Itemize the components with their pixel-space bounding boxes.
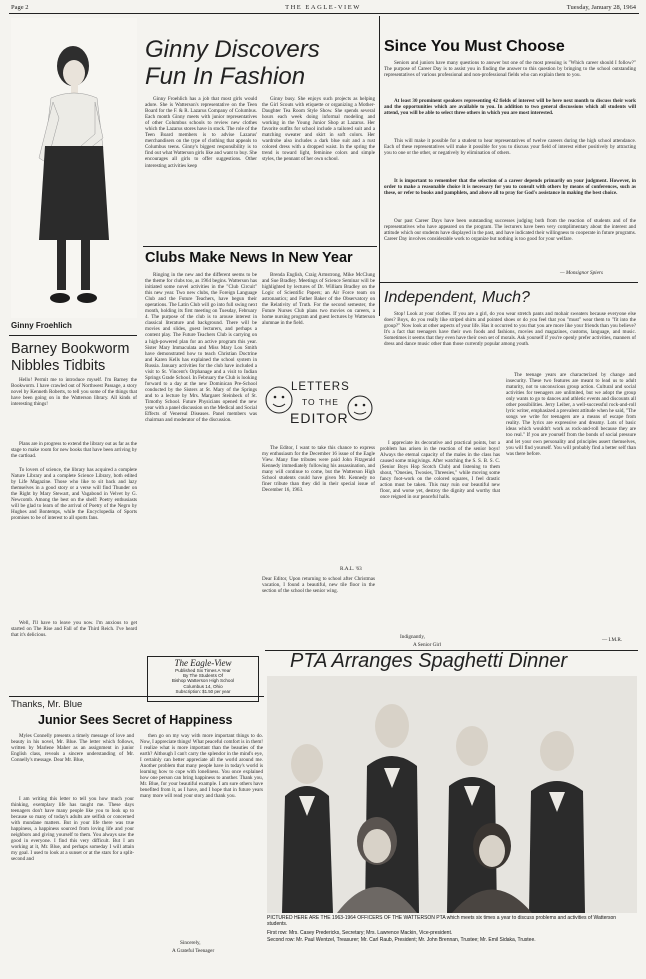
barney-title-line-2: Nibbles Tidbits	[11, 358, 106, 374]
since-bottom-rule	[380, 282, 638, 283]
letters-art-word-3: EDITOR	[290, 410, 349, 426]
pta-caption-2: First row: Mrs. Casey Predericks, Secretary; Mrs. Lawrence Mackin, Vice-president.	[267, 930, 453, 936]
ginny-rule	[143, 246, 377, 247]
pta-caption-3: Second row: Mr. Paul Wentzel, Treasurer; Mr. Carl Raub, President; Mr. John Brennan, Trustee; Mr. Emil Sidaka, Trustee.	[267, 937, 536, 943]
eagle-view-box-line-4: Columbus 14, Ohio	[183, 683, 223, 689]
letters-art-word-1: LETTERS	[291, 381, 350, 393]
independent-col2: The teenage years are characterized by change and insecurity. These two features are meant to lead us to adult maturity, not to unconscious group action. Cultural and social activities for teenagers are unlimited, but we adopt the group only wants to go to dances and athletic events and discounts all other possibilities. Jerry Leiber, a well-successful rock-and-roll lyric writer, emphasized a prevalent attitude when he said, "The songs we write for teenagers are a means of escape from reality. The lyrics are expressive and dreamy. Lots of basic ideas which wouldn't work as rock-and-roll because they are too real." If you are yourself from the bonds of social pressure and let your own personality and principles assert themselves, you will find yourself. You will probably find a better self than was there before.	[506, 372, 636, 457]
ginny-portrait	[11, 18, 137, 318]
left-rule-1	[9, 335, 137, 336]
issue-date: Tuesday, January 28, 1964	[566, 4, 636, 11]
junior-sig-1: Sincerely,	[180, 940, 201, 946]
letters-col1-sig: R.A.L. '63	[340, 566, 362, 572]
since-body-3: This will make it possible for a student to hear representatives of twelve careers during the high school attendance. Each of these representatives will make it possible for you to discuss your field of interest either positively by attracting you to one or the other, or negatively by elimination of others.	[384, 138, 636, 157]
clubs-col2: Brenda English, Craig Armstrong, Mike McClung and Sue Bradley. Meetings of Science Seminar will be highlighted by lectures of Dr. William Bradley on the Logic of Scientific Papers; an Air Force team on astronautics; and Father Baker of the Observatory on the Relativity of Truth. For the second semester, the Future Nurses Club plans two movies on careers, a home nursing program and guest lectures by Watterson alumnae in the field.	[262, 272, 375, 327]
letters-art-word-2: TO THE	[302, 397, 339, 407]
eagle-view-box-line-2: By The Students Of	[182, 673, 223, 679]
barney-title-line-1: Barney Bookworm	[11, 341, 130, 357]
letters-col2-sig-2: A Senior Girl	[413, 642, 441, 648]
letters-col2-sig-1: Indignantly,	[400, 634, 425, 640]
ginny-title-line-1: Ginny Discovers	[145, 36, 320, 63]
ginny-title-line-2: Fun In Fashion	[145, 63, 306, 90]
barney-body-2: Plans are in progress to extend the library out as far as the stage to make room for new books that have been arriving by the cartload.	[11, 441, 137, 460]
ginny-col1: Ginny Froehlich has a job that most girls would adore. She is Watterson's representative on the Teen Board for the F. & R. Lazarus Company of Columbus. Each month Ginny meets with junior representatives of other Columbus schools to review new clothes which the Lazarus stores have in stock. The role of the Teen Board members is to advise Lazarus' merchandisers on the type of clothing that appeals to Columbus teens. Ginny's biggest responsibility is to find out what Watterson girls like and want to buy. She encourages all girls to offer suggestions. Other interesting activities keep	[145, 96, 257, 169]
since-body-5: Our past Career Days have been outstanding successes judging both from the reaction of students and of the representatives who have appeared on the program. The lecturers have been very complimentary about the interest and attitude which our students have displayed in the past, and have indicated their willingness to cooperate in future programs. Career Day involves considerable work to organize but nothing is too good for your welfare.	[384, 218, 636, 243]
barney-body-4: Well, I'll have to leave you now. I'm anxious to get started on The Rise and Fall of the Third Reich. I've heard that it's delicious.	[11, 620, 137, 639]
independent-signature: — I.M.R.	[602, 637, 623, 643]
pta-officers-photo	[267, 676, 637, 913]
pta-title: PTA Arranges Spaghetti Dinner	[290, 650, 568, 672]
junior-sig-2: A Grateful Teenager	[172, 948, 215, 954]
eagle-view-box	[147, 656, 259, 702]
eagle-view-box-title: The Eagle-View	[174, 658, 232, 668]
clubs-title: Clubs Make News In New Year	[145, 250, 353, 266]
masthead-rule	[9, 13, 639, 14]
independent-title: Independent, Much?	[384, 289, 530, 306]
pta-caption-1: PICTURED HERE ARE THE 1963-1964 OFFICERS OF THE WATTERSON PTA which meets six times a year to discuss problems and activities of Watterson students.	[267, 915, 617, 927]
since-title: Since You Must Choose	[384, 38, 565, 55]
letters-col1-bottom: Dear Editor, Upon returning to school after Christmas vacation, I found a beautiful, new tile floor in the section of the school the senior wing.	[262, 576, 375, 595]
since-body-4: It is important to remember that the selection of a career depends primarily on your judgment. However, in order to make a reasonable choice it is necessary for you to consult with others by means of conferences, such as these, or refer to books and pamphlets, and above all to pray for God's assistance in making the best choice.	[384, 178, 636, 197]
letters-col1-top: The Editor, I want to take this chance to express my enthusiasm for the December 16 issue of the Eagle View. Many fine tributes were paid John Fitzgerald Kennedy immediately following his assassination, and many will continue to come, but the Watterson High School students could have given Mr. Kennedy no finer tribute than they did in their special issue of December 16, 1963.	[262, 445, 375, 494]
ginny-col2: Ginny busy. She enjoys such projects as helping the Girl Scouts with etiquette or organizing a Mother-Daughter Tea Room Style Show. She spends several hours each week doing informal modeling and working in the Young Junior Shop at Lazarus. Her favorite outfits for school include a tailored suit and a matching sweater and skirt in soft colors. Her wardrobe also includes a dark blue suit and a rust colored dress with a dropped waist. In the spring the trend is toward light, feminine colors and simple styles, the pennant of her own school.	[262, 96, 375, 163]
junior-col1-intro: Myles Connelly presents a timely message of love and beauty in his novel, Mr. Blue. The letter which follows, written by Marlene Maher as an assignment in junior English class, reveals a sincere understanding of Mr. Connelly's message. Dear Mr. Blue,	[11, 733, 134, 764]
junior-col2-body: then go on my way with more important things to do. Now, I appreciate things! What peaceful comfort is in them! I realize what is more important than the beauties of the earth? Although I can't carry the splendor in the mind's eye, I certainly can better appreciate all the world around me. Another problem that many people have in today's world is learning how to cope with loneliness. You once explained how one person can bring happiness to another. Thank you, Mr. Blue, for your beautiful example. I am sure others have benefited from it, as I have, and I hope that in future years many more will read your story and thank you.	[140, 733, 263, 800]
thanks-label: Thanks, Mr. Blue	[11, 699, 83, 710]
letters-col2: I appreciate its decorative and practical points, but a problem has arisen in the reaction of the senior boys! Always the eternal capacity of the males in the class has caused some misgivings. After watching the S. S. B. S. C. (Senior Boys Hop Scotch Club) and listening to them shout, "Onesies, Twosies, Threesies," while moving some fancy foot-work on the colored squares, I feel drastic action must be taken. This may ruin our beautiful new floor, and worse yet, destroy the dignity and worthy that once reigned in our peaceful halls.	[380, 440, 500, 501]
independent-col1: Stop! Look at your clothes. If you are a girl, do you wear stretch pants and mohair sweaters because everyone else does? Boys, do you really like striped shirts and pointed shoes or do you feel that you "must" wear them to "fit into the group?" Now look at other aspects of your life. Has it occurred to you that you are more like your friends than you believe? It's a fact that teenagers have their own foods and fashions, movies and magazines, customs, language, and music. Sometimes it seems that they even have their own set of morals. Ask yourself if you're openly prefer activities, manners of dress and dance music other than those currently popular among youth.	[384, 311, 636, 348]
barney-body-1: Hello! Permit me to introduce myself. I'm Barney the Bookworm. I have crawled out of Northwest Passage, a story novel by Kenneth Roberts, to tell you some of the things that have been going on in the Watterson library. All kinds of interesting things!	[11, 377, 137, 408]
portrait-caption: Ginny Froehlich	[11, 321, 72, 330]
eagle-view-box-line-3: Bishop Watterson High School	[171, 678, 235, 684]
barney-body-3: To lovers of science, the library has acquired a complete Nature Library and a complete Science Library, both edited by Life Magazine. Those who like to sit back and lazy themselves in a good story or a verse will find Thunder on the Right by Mary Stewart, and Vagabond in Velvet by G. Newcomb. Among the best on the shelf: Poetry enthusiasts will be glad to learn of the arrival of Poetry of the Negro by Hughes and Bontemps, while the Encyclopedia of Sports promises to be of interest to all sports fans.	[11, 467, 137, 522]
pta-group-art	[267, 676, 637, 913]
ginny-figure-art	[11, 18, 137, 318]
eagle-view-box-line-5: Subscription: $1.50 per year	[175, 688, 231, 694]
since-signature: — Monsignor Spiers	[560, 270, 603, 276]
junior-col1-body: I am writing this letter to tell you how much your thinking, exemplary life has taught me. These days teenagers don't have many people like you to look up to because so many of today's adults are selfish or concerned with mundane matters. But in your life there was true happiness, a happiness sourced from loving life and your neighbors and giving yourself to them. You always saw the good in everyone. I find this very difficult. But I am working at it, Mr. Blue, and perhaps someday I will attain my goal. I used to look at a sunset or at the stars for a split-second and	[11, 796, 134, 863]
since-body-2: At least 30 prominent speakers representing 42 fields of interest will be here next month to discuss their work and the opportunities which are available to you. In addition to two general discussions which all students will attend, you will be able to select three others in which you are most interested.	[384, 98, 636, 117]
clubs-col1: Ringing in the new and the different seems to be the theme for clubs too, as 1964 begins. Watterson has initiated some novel activities in the "Club Circuit" this new year. Two new clubs, the Foreign Language Club and the Future Teachers, have begun their operations. The Latin Club will go into full swing next month, holding its first meeting on Tuesday, February 4. The purpose of the club is to arouse interest in classical literature and background. There will be movies and slides, guest lecturers, and perhaps a content play. The Future Teachers Club is carrying on a high-powered plan for an active program this year. Sister Mary Immaculata and Miss Mary Lou Smith have demonstrated how to teach Christian Doctrine and Karen Kells has explained the school system in Russia. January activities for the club have included a visit to St. Vincent's Orphanage and a visit to Indian Springs Grade School. In February the Club is looking forward to a day at the new Dominican Pre-School conducted by the Sisters at St. Mary of the Springs and to a lecture by Mrs. Margaret Steinbeck of St. Timothy School. Future Physicians opened the new year with a panel discussion on the Medical and Social Effects of Venereal Diseases. Panel members was chairman and moderator of the discussion.	[145, 272, 257, 424]
paper-name: THE EAGLE-VIEW	[285, 4, 361, 11]
since-body-1: Seniors and juniors have many questions to answer but one of the most pressing is "Which career should I follow?" The purpose of Career Day is to assist you in finding the answer to this question by bringing to the school outstanding representatives of various professional and non-professional fields who can explain them to you.	[384, 60, 636, 79]
page-number: Page 2	[11, 4, 29, 11]
junior-title: Junior Sees Secret of Happiness	[38, 713, 233, 727]
eagle-view-box-line-1: Published Six Times A Year	[175, 668, 231, 673]
since-left-rule	[379, 16, 380, 316]
